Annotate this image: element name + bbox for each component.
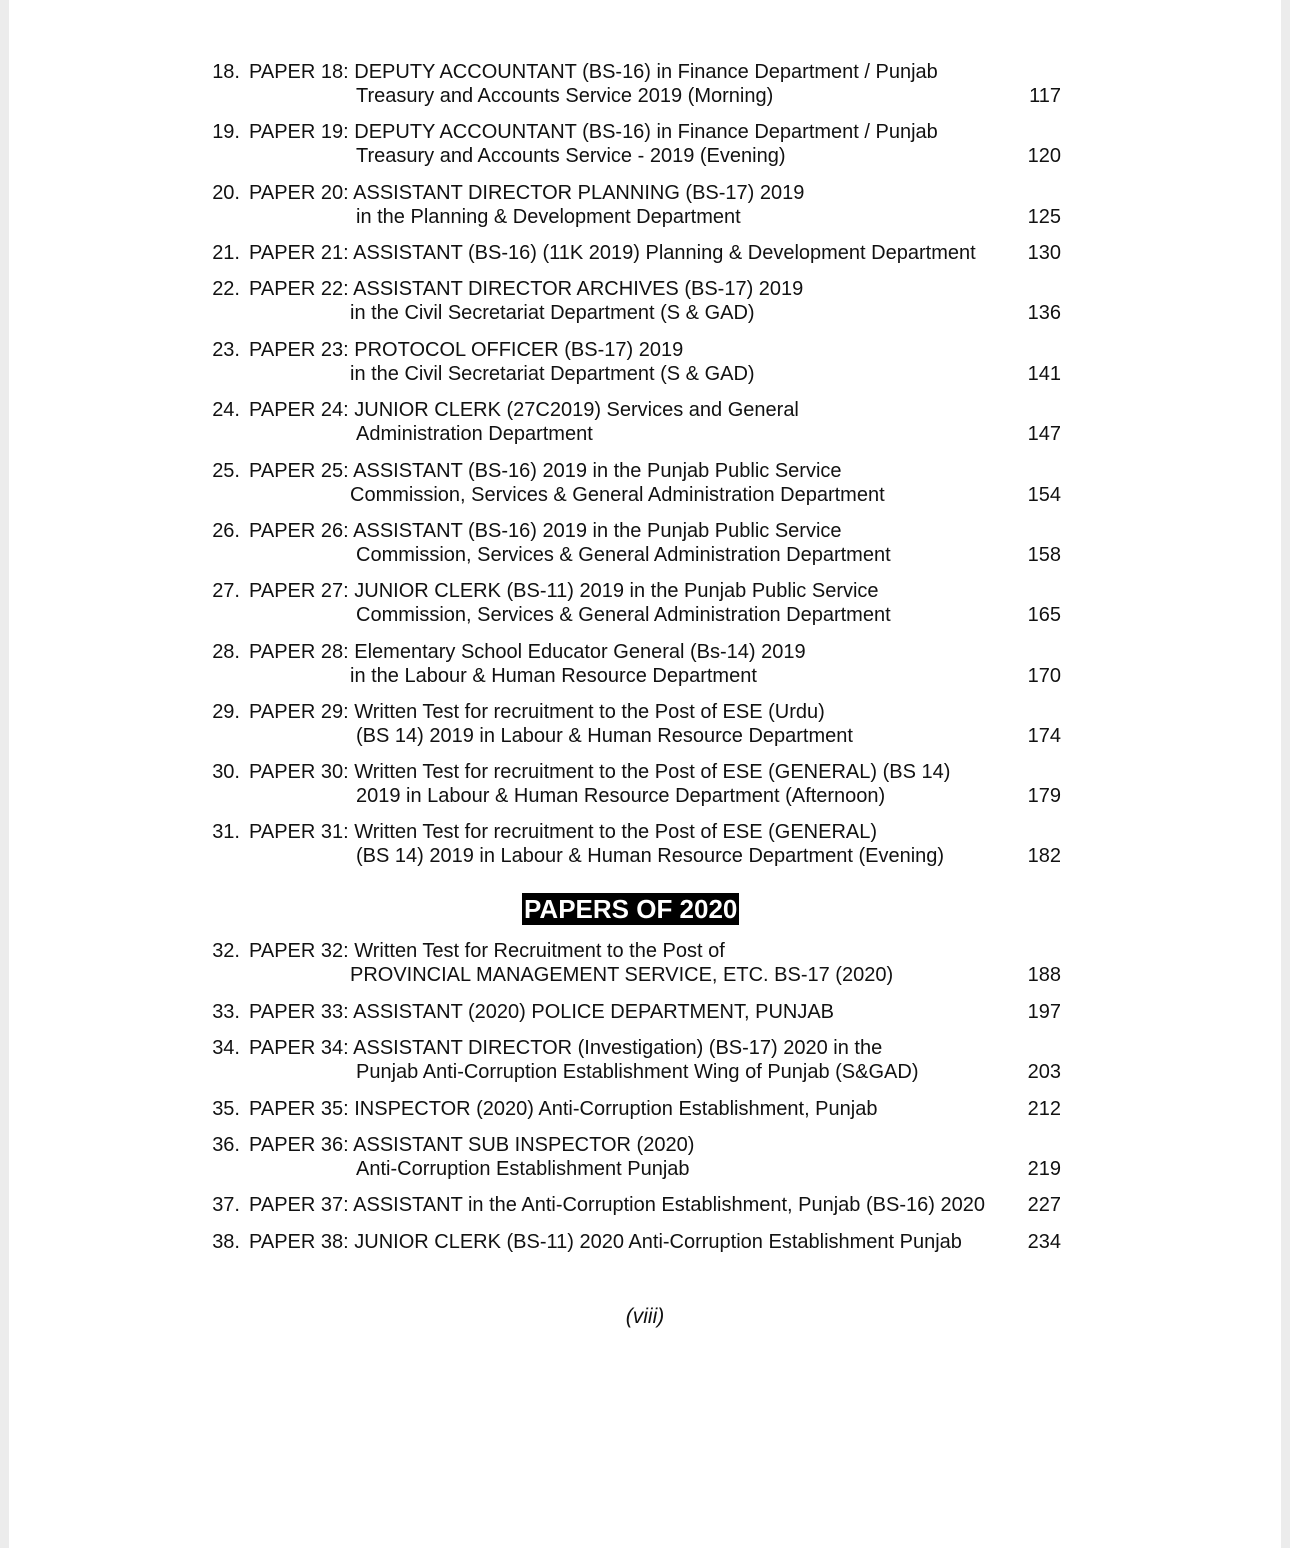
entry-page-number: 219 xyxy=(1027,1158,1061,1180)
entry-title-continued: Anti-Corruption Establishment Punjab xyxy=(356,1158,690,1180)
entry-title: PAPER 29: Written Test for recruitment to the Post of ESE (Urdu) xyxy=(249,701,825,723)
entry-title: PAPER 22: ASSISTANT DIRECTOR ARCHIVES (BS-17) 2019 xyxy=(249,278,804,300)
entry-page-number: 174 xyxy=(1027,725,1061,747)
entry-page-number: 227 xyxy=(1027,1194,1061,1216)
entry-number: 37. xyxy=(212,1194,240,1216)
toc-entry-26 xyxy=(9,519,1281,569)
toc-entry-23 xyxy=(9,338,1281,388)
toc-entry-36 xyxy=(9,1133,1281,1183)
entry-number: 24. xyxy=(212,399,240,421)
entry-page-number: 182 xyxy=(1027,845,1061,867)
entry-title: PAPER 28: Elementary School Educator General (Bs-14) 2019 xyxy=(249,641,806,663)
entry-page-number: 136 xyxy=(1027,302,1061,324)
entry-title-continued: Treasury and Accounts Service 2019 (Morning) xyxy=(356,85,774,107)
entry-page-number: 212 xyxy=(1027,1098,1061,1120)
table-of-contents xyxy=(9,0,1281,1548)
entry-title: PAPER 32: Written Test for Recruitment to the Post of xyxy=(249,940,725,962)
entry-number: 32. xyxy=(212,940,240,962)
entry-number: 19. xyxy=(212,121,240,143)
entry-title-continued: in the Labour & Human Resource Department xyxy=(350,665,757,687)
entry-title-continued: Punjab Anti-Corruption Establishment Wing of Punjab (S&GAD) xyxy=(356,1061,919,1083)
entry-title-continued: Administration Department xyxy=(356,423,593,445)
entry-number: 36. xyxy=(212,1134,240,1156)
entry-number: 30. xyxy=(212,761,240,783)
entry-title-continued: Commission, Services & General Administration Department xyxy=(356,544,891,566)
toc-entry-24 xyxy=(9,398,1281,448)
entry-number: 31. xyxy=(212,821,240,843)
entry-title-continued: PROVINCIAL MANAGEMENT SERVICE, ETC. BS-17 (2020) xyxy=(350,964,894,986)
entry-title: PAPER 21: ASSISTANT (BS-16) (11K 2019) Planning & Development Department xyxy=(249,242,976,264)
entry-page-number: 203 xyxy=(1027,1061,1061,1083)
entry-number: 18. xyxy=(212,61,240,83)
entry-page-number: 158 xyxy=(1027,544,1061,566)
entry-title: PAPER 24: JUNIOR CLERK (27C2019) Services and General xyxy=(249,399,799,421)
entry-number: 27. xyxy=(212,580,240,602)
toc-entry-20 xyxy=(9,181,1281,231)
entry-page-number: 125 xyxy=(1027,206,1061,228)
entry-page-number: 170 xyxy=(1027,665,1061,687)
toc-entry-19 xyxy=(9,120,1281,170)
entry-title: PAPER 25: ASSISTANT (BS-16) 2019 in the Punjab Public Service xyxy=(249,460,842,482)
entry-title: PAPER 37: ASSISTANT in the Anti-Corruption Establishment, Punjab (BS-16) 2020 xyxy=(249,1194,985,1216)
entry-title-continued: Treasury and Accounts Service - 2019 (Evening) xyxy=(356,145,786,167)
toc-entry-28 xyxy=(9,640,1281,690)
entry-title: PAPER 18: DEPUTY ACCOUNTANT (BS-16) in Finance Department / Punjab xyxy=(249,61,938,83)
entry-page-number: 154 xyxy=(1027,484,1061,506)
entry-title-continued: in the Civil Secretariat Department (S & GAD) xyxy=(350,302,755,324)
entry-page-number: 197 xyxy=(1027,1001,1061,1023)
entry-title-continued: (BS 14) 2019 in Labour & Human Resource Department (Evening) xyxy=(356,845,945,867)
entry-title: PAPER 33: ASSISTANT (2020) POLICE DEPARTMENT, PUNJAB xyxy=(249,1001,835,1023)
entry-title-continued: 2019 in Labour & Human Resource Department (Afternoon) xyxy=(356,785,886,807)
entry-page-number: 141 xyxy=(1027,363,1061,385)
entry-page-number: 130 xyxy=(1027,242,1061,264)
toc-entry-25 xyxy=(9,459,1281,509)
entry-page-number: 120 xyxy=(1027,145,1061,167)
toc-entry-32 xyxy=(9,939,1281,989)
toc-entry-31 xyxy=(9,820,1281,870)
entry-title: PAPER 35: INSPECTOR (2020) Anti-Corruption Establishment, Punjab xyxy=(249,1098,878,1120)
entry-page-number: 117 xyxy=(1029,85,1061,107)
entry-page-number: 179 xyxy=(1027,785,1061,807)
entry-title: PAPER 31: Written Test for recruitment to the Post of ESE (GENERAL) xyxy=(249,821,878,843)
entry-page-number: 165 xyxy=(1027,604,1061,626)
document-page xyxy=(9,0,1281,1548)
entry-number: 38. xyxy=(212,1231,240,1253)
entry-title: PAPER 38: JUNIOR CLERK (BS-11) 2020 Anti-Corruption Establishment Punjab xyxy=(249,1231,962,1253)
entry-number: 28. xyxy=(212,641,240,663)
entry-title-continued: in the Civil Secretariat Department (S & GAD) xyxy=(350,363,755,385)
entry-title-continued: Commission, Services & General Administration Department xyxy=(356,604,891,626)
entry-page-number: 234 xyxy=(1027,1231,1061,1253)
entry-title: PAPER 20: ASSISTANT DIRECTOR PLANNING (BS-17) 2019 xyxy=(249,182,805,204)
toc-entry-18 xyxy=(9,60,1281,110)
entry-title: PAPER 36: ASSISTANT SUB INSPECTOR (2020) xyxy=(249,1134,695,1156)
entry-number: 25. xyxy=(212,460,240,482)
toc-entry-22 xyxy=(9,277,1281,327)
entry-number: 34. xyxy=(212,1037,240,1059)
entry-number: 26. xyxy=(212,520,240,542)
toc-entry-34 xyxy=(9,1036,1281,1086)
entry-title: PAPER 19: DEPUTY ACCOUNTANT (BS-16) in Finance Department / Punjab xyxy=(249,121,938,143)
entry-title: PAPER 26: ASSISTANT (BS-16) 2019 in the Punjab Public Service xyxy=(249,520,842,542)
toc-entry-30 xyxy=(9,760,1281,810)
entry-number: 35. xyxy=(212,1098,240,1120)
entry-number: 23. xyxy=(212,339,240,361)
entry-title: PAPER 30: Written Test for recruitment to the Post of ESE (GENERAL) (BS 14) xyxy=(249,761,951,783)
entry-number: 21. xyxy=(212,242,240,264)
entry-title-continued: (BS 14) 2019 in Labour & Human Resource Department xyxy=(356,725,853,747)
toc-entry-27 xyxy=(9,579,1281,629)
footer-page-number: (viii) xyxy=(625,1305,665,1328)
toc-entry-38 xyxy=(9,1230,1281,1280)
entry-number: 33. xyxy=(212,1001,240,1023)
entry-title-continued: in the Planning & Development Department xyxy=(356,206,741,228)
entry-page-number: 188 xyxy=(1027,964,1061,986)
entry-page-number: 147 xyxy=(1027,423,1061,445)
entry-number: 20. xyxy=(212,182,240,204)
entry-title-continued: Commission, Services & General Administration Department xyxy=(350,484,885,506)
entry-number: 29. xyxy=(212,701,240,723)
entry-title: PAPER 34: ASSISTANT DIRECTOR (Investigation) (BS-17) 2020 in the xyxy=(249,1037,883,1059)
section-heading-papers-2020: PAPERS OF 2020 xyxy=(524,894,738,924)
toc-entry-29 xyxy=(9,700,1281,750)
entry-number: 22. xyxy=(212,278,240,300)
entry-title: PAPER 23: PROTOCOL OFFICER (BS-17) 2019 xyxy=(249,339,684,361)
entry-title: PAPER 27: JUNIOR CLERK (BS-11) 2019 in the Punjab Public Service xyxy=(249,580,879,602)
